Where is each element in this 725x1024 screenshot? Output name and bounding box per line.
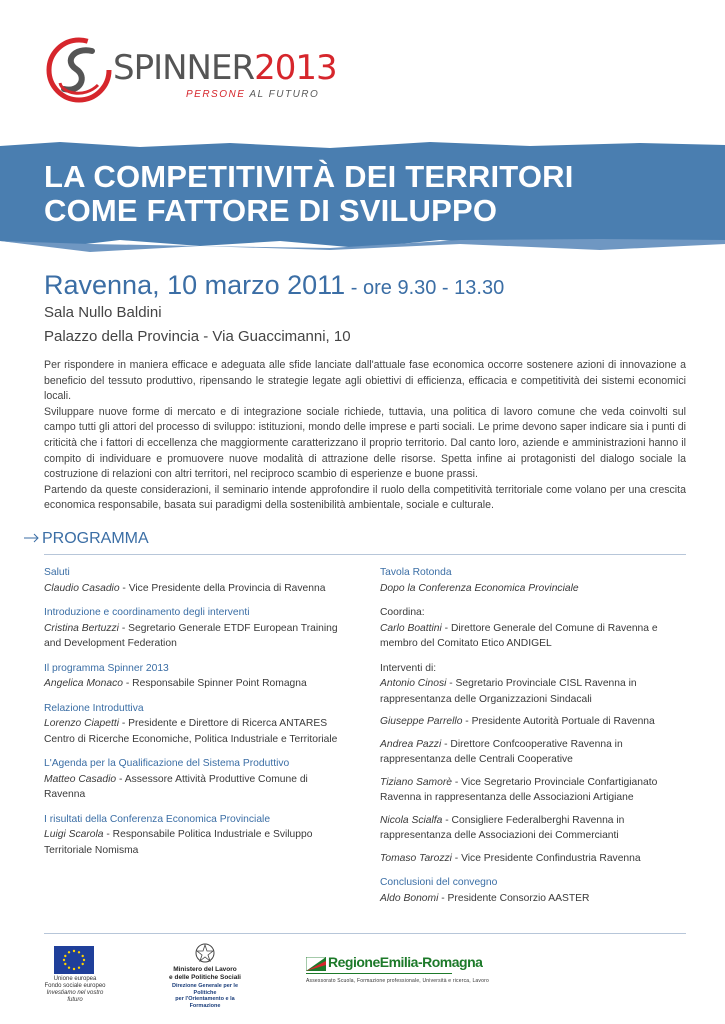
event-date: Ravenna, 10 marzo 2011 - ore 9.30 - 13.30 (44, 270, 505, 300)
arrow-right-icon (24, 533, 40, 543)
eu-caption: Unione europea Fondo sociale europeo Investiamo nel vostro futuro (44, 976, 106, 1003)
venue-address: Palazzo della Provincia - Via Guaccimanni, 10 (44, 328, 351, 345)
intro-paragraph: Partendo da queste considerazioni, il seminario intende approfondire il ruolo della competitività territoriale come volano per una crescita economica responsabile, basata sui paradigmi della sostenibilità ambientale, sociale e culturale. (44, 483, 686, 512)
ministry-name: Ministero del Lavoro e delle Politiche Sociali (169, 966, 241, 981)
program-item: I risultati della Conferenza Economica Provinciale Luigi Scarola - Responsabile Politica Industriale e Sviluppo Territoriale Nomisma (44, 813, 313, 856)
logo-wordmark: SPINNER2013 (113, 48, 337, 88)
program-item: Il programma Spinner 2013 Angelica Monaco - Responsabile Spinner Point Romagna (44, 662, 307, 689)
venue-room: Sala Nullo Baldini (44, 304, 162, 321)
interventi: Interventi di: Antonio Cinosi - Segretario Provinciale CISL Ravenna in rappresentanza delle Organizzazioni Sindacali Giuseppe Parrello - Presidente Autorità Portuale di Ravenna Andrea Pazzi - Direttore Confcooperative Ravenna in rappresentanza delle Centrali Cooperative Tiziano Samorè - Vice Segretario Provinciale Confartigianato Ravenna in rappresentanza delle Associazioni Artigiane Nicola Scialfa - Consigliere Federalberghi Ravenna in rappresentanza delle Associazioni dei Commercianti Tomaso Tarozzi - Vice Presidente Confindustria Ravenna (380, 662, 658, 864)
coordina: Coordina: Carlo Boattini - Direttore Generale del Comune di Ravenna e membro del Comitato Etico ANDIGEL (380, 607, 658, 649)
program-item: Saluti Claudio Casadio - Vice Presidente della Provincia di Ravenna (44, 567, 326, 594)
divider (44, 554, 686, 555)
divider (44, 933, 686, 934)
page-title: LA COMPETITIVITÀ DEI TERRITORI COME FATTORE DI SVILUPPO (44, 159, 574, 228)
intro-text (44, 358, 686, 514)
region-name: RegioneEmilia-Romagna (328, 954, 483, 970)
region-subtitle: Assessorato Scuola, Formazione professionale, Università e ricerca, Lavoro (306, 978, 489, 984)
programma-left-column (44, 565, 344, 867)
conclusioni: Conclusioni del convegno Aldo Bonomi - Presidente Consorzio AASTER (380, 877, 590, 904)
intro-paragraph: Per rispondere in maniera efficace e adeguata alle sfide lanciate dall'attuale fase economica occorre sostenere azioni di innovazione a beneficio del tessuto produttivo, ripensando le strategie legate agli obiettivi di efficienza, efficacia e competitività dei sistemi economici locali. (44, 359, 686, 403)
program-item: Relazione Introduttiva Lorenzo Ciapetti - Presidente e Direttore di Ricerca ANTARES Centro di Ricerche Economiche, Politica Industriale e Territoriale (44, 702, 338, 745)
intro-paragraph: Sviluppare nuove forme di mercato e di integrazione sociale richiede, tuttavia, una politica di lavoro comune che veda coinvolti sul campo tutti gli attori del processo di sviluppo: istituzioni, mondo delle imprese e parti sociali. Le prime devono saper indicare sia i punti di criticità che i fattori di eccellenza che maggiormente caratterizzano il proprio territorio. Dal canto loro, aziende e amministrazioni hanno il compito di individuare e promuovere nuove modalità di attrazione delle risorse. Spetta infine ai protagonisti del dialogo sociale la costruzione di relazioni con altri territori, nel reciproco scambio di esperienze e buone prassi. (44, 405, 686, 481)
region-flag-icon (306, 957, 326, 971)
tavola-rotonda: Tavola Rotonda Dopo la Conferenza Economica Provinciale (380, 567, 579, 594)
region-underline (306, 973, 452, 974)
programma-heading: PROGRAMMA (24, 530, 149, 548)
programma-right-column (380, 565, 690, 915)
logo-tagline: PERSONE AL FUTURO (186, 89, 320, 100)
program-item: L'Agenda per la Qualificazione del Sistema Produttivo Matteo Casadio - Assessore Attività Produttive Comune di Ravenna (44, 758, 308, 800)
italian-emblem-icon (194, 942, 216, 964)
eu-flag-icon (54, 946, 94, 974)
ministry-subtitle: Direzione Generale per le Politiche per l'Orientamento e la Formazione (171, 983, 239, 1009)
program-item: Introduzione e coordinamento degli interventi Cristina Bertuzzi - Segretario Generale ETDF European Training and Development Federation (44, 607, 338, 649)
